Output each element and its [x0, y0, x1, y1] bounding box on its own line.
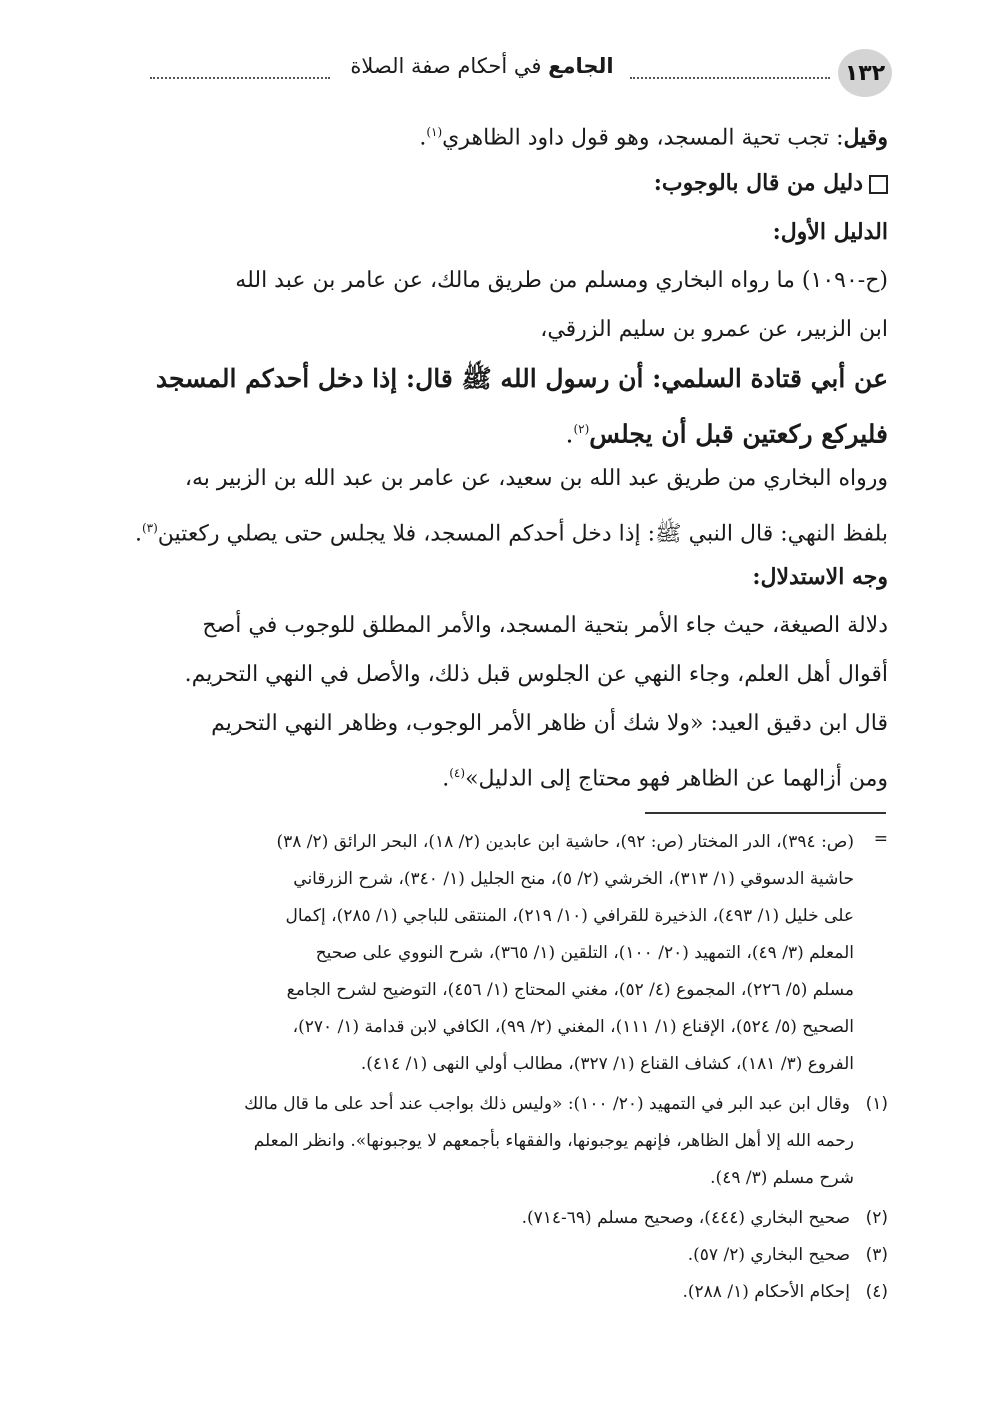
footnote-3 — [688, 1242, 888, 1268]
hadith-line-1: عن أبي قتادة السلمي: أن رسول الله ﷺ قال: إذا دخل أحدكم المسجد — [155, 364, 888, 393]
body-line-9 — [135, 513, 888, 549]
footnote-2-number: (٢) — [865, 1208, 888, 1228]
heading-first-evidence: الدليل الأول: — [772, 219, 888, 245]
running-title — [342, 54, 622, 78]
body-line-8: ورواه البخاري من طريق عبد الله بن سعيد، عن عامر بن عبد الله بن الزبير به، — [184, 466, 888, 491]
footnote-4-number: (٤) — [865, 1282, 888, 1302]
header-dotted-rule-right — [630, 77, 830, 79]
body-line-11: دلالة الصيغة، حيث جاء الأمر بتحية المسجد، والأمر المطلق للوجوب في أصح — [202, 613, 888, 638]
section-heading-evidence — [654, 168, 888, 198]
body-line-14 — [442, 758, 888, 794]
footnote-cont-line-5: مسلم (٥/ ٢٢٦)، المجموع (٤/ ٥٢)، مغني المحتاج (١/ ٤٥٦)، التوضيح لشرح الجامع — [286, 980, 854, 1000]
body-line-14-end: . — [442, 766, 450, 792]
footnote-cont-line-1: (ص: ٣٩٤)، الدر المختار (ص: ٩٢)، حاشية ابن عابدين (٢/ ١٨)، البحر الرائق (٢/ ٣٨) — [276, 832, 854, 852]
body-line-1-end: . — [419, 125, 427, 151]
hadith-line-2-end: . — [565, 419, 574, 449]
footnote-1-number: (١) — [865, 1094, 888, 1114]
footnote-2-text: صحيح البخاري (٤٤٤)، وصحيح مسلم (٦٩-٧١٤). — [521, 1208, 850, 1228]
footnote-3-text: صحيح البخاري (٢/ ٥٧). — [687, 1245, 850, 1265]
header-dotted-rule-left — [150, 77, 330, 79]
footnote-cont-line-7: الفروع (٣/ ١٨١)، كشاف القناع (١/ ٣٢٧)، مطالب أولي النهى (١/ ٤١٤). — [360, 1054, 854, 1074]
body-line-12: أقوال أهل العلم، وجاء النهي عن الجلوس قبل ذلك، والأصل في النهي التحريم. — [184, 662, 888, 687]
footnote-separator — [645, 812, 886, 814]
hadith-line-2 — [566, 414, 889, 449]
body-line-1-lead: وقيل — [843, 124, 888, 151]
body-line-13: قال ابن دقيق العيد: «ولا شك أن ظاهر الأمر الوجوب، وظاهر النهي التحريم — [211, 711, 888, 736]
footnote-cont-line-4: المعلم (٣/ ٤٩)، التمهيد (٢٠/ ١٠٠)، التلقين (١/ ٣٦٥)، شرح النووي على صحيح — [315, 943, 854, 963]
footnote-4-text: إحكام الأحكام (١/ ٢٨٨). — [682, 1282, 850, 1302]
footnote-1 — [244, 1091, 888, 1117]
footnote-ref-1: (١) — [426, 125, 443, 139]
footnote-cont-line-3: على خليل (١/ ٤٩٣)، الذخيرة للقرافي (١٠/ ٢١٩)، المنتقى للباجي (١/ ٢٨٥)، إكمال — [285, 906, 854, 926]
heading-inference: وجه الاستدلال: — [752, 564, 888, 590]
body-line-9-end: . — [134, 521, 142, 547]
footnote-2 — [522, 1205, 888, 1231]
running-title-main: الجامع — [548, 54, 614, 78]
continuation-mark: = — [873, 829, 888, 849]
body-line-4: (ح-١٠٩٠) ما رواه البخاري ومسلم من طريق مالك، عن عامر بن عبد الله — [235, 268, 888, 293]
body-line-1-text: : تجب تحية المسجد، وهو قول داود الظاهري — [442, 125, 844, 151]
footnote-ref-2: (٢) — [573, 422, 590, 436]
footnote-3-number: (٣) — [865, 1245, 888, 1265]
footnote-4 — [682, 1279, 888, 1305]
footnote-1-line-3: شرح مسلم (٣/ ٤٩). — [710, 1168, 854, 1188]
body-line-5: ابن الزبير، عن عمرو بن سليم الزرقي، — [540, 317, 888, 342]
footnote-cont-line-6: الصحيح (٥/ ٥٢٤)، الإقناع (١/ ١١١)، المغني (٢/ ٩٩)، الكافي لابن قدامة (١/ ٢٧٠)، — [292, 1017, 854, 1037]
body-line-14-text: ومن أزالهما عن الظاهر فهو محتاج إلى الدليل» — [465, 766, 888, 792]
footnote-cont-line-2: حاشية الدسوقي (١/ ٣١٣)، الخرشي (٢/ ٥)، منح الجليل (١/ ٣٤٠)، شرح الزرقاني — [293, 869, 854, 889]
page-number: ١٣٢ — [838, 49, 892, 97]
section-heading-evidence-text: دليل من قال بالوجوب: — [653, 170, 863, 196]
footnote-1-line-1: وقال ابن عبد البر في التمهيد (٢٠/ ١٠٠): «وليس ذلك بواجب عند أحد على ما قال مالك — [244, 1094, 850, 1114]
running-title-rest: في أحكام صفة الصلاة — [350, 54, 542, 78]
hadith-line-2-text: فليركع ركعتين قبل أن يجلس — [589, 419, 888, 449]
footnote-1-line-2: رحمه الله إلا أهل الظاهر، فإنهم يوجبونها، والفقهاء بأجمعهم لا يوجبونها». وانظر المعلم — [253, 1131, 854, 1151]
footnote-ref-3: (٣) — [141, 521, 158, 535]
body-line-9-text: بلفظ النهي: قال النبي ﷺ: إذا دخل أحدكم المسجد، فلا يجلس حتى يصلي ركعتين — [157, 521, 888, 547]
footnote-ref-4: (٤) — [449, 766, 466, 780]
body-line-1 — [419, 117, 888, 153]
page-header — [140, 44, 892, 100]
square-bullet-icon — [869, 175, 888, 194]
